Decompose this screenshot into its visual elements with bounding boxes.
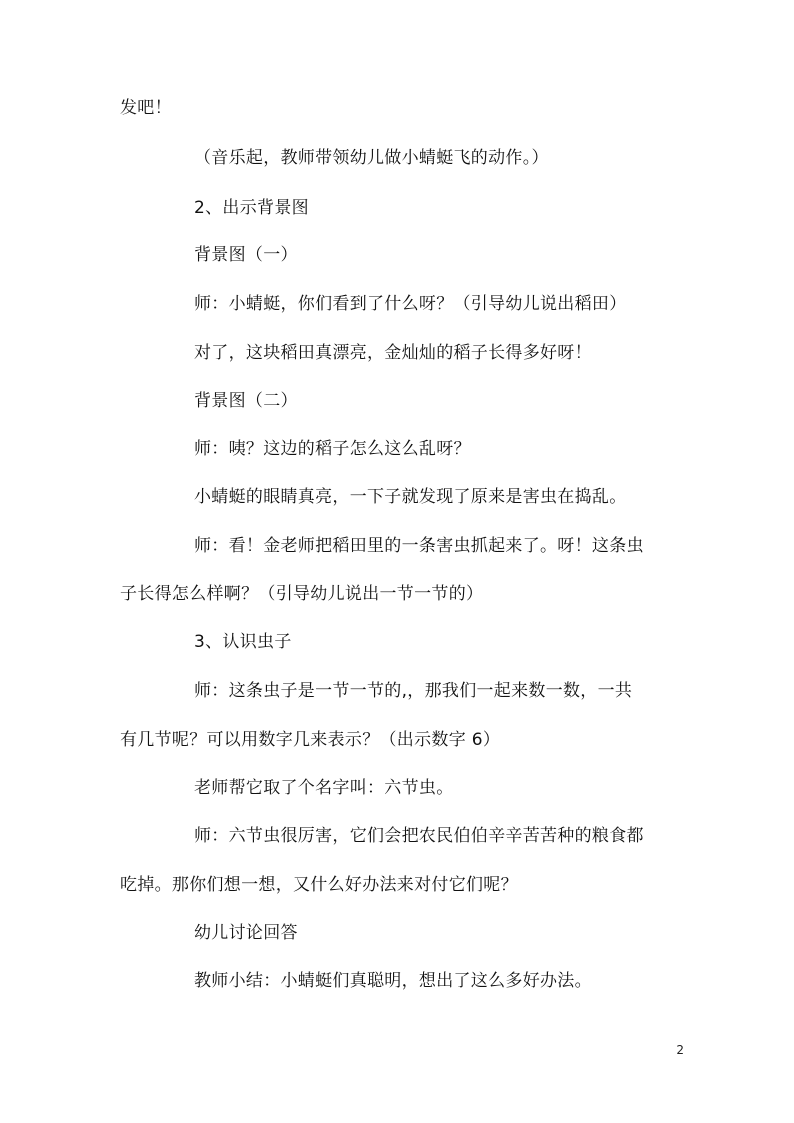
text-line-7: 背景图（二） (194, 391, 298, 411)
text-line-8: 师：咦？这边的稻子怎么这么乱呀？ (194, 439, 471, 459)
text-line-14: 有几节呢？可以用数字几来表示？（出示数字 6） (120, 730, 501, 750)
text-line-9: 小蜻蜓的眼睛真亮，一下子就发现了原来是害虫在捣乱。 (194, 487, 627, 507)
text-line-15: 老师帮它取了个名字叫：六节虫。 (194, 778, 454, 798)
text-line-6: 对了，这块稻田真漂亮，金灿灿的稻子长得多好呀！ (194, 343, 592, 363)
text-line-19: 教师小结：小蜻蜓们真聪明，想出了这么多好办法。 (194, 971, 592, 991)
text-line-4: 背景图（一） (194, 245, 298, 265)
section-heading-3: 3、认识虫子 (194, 632, 292, 652)
text-line-2: （音乐起，教师带领幼儿做小蜻蜓飞的动作。） (194, 148, 549, 168)
text-line-11: 子长得怎么样啊？（引导幼儿说出一节一节的） (120, 584, 484, 604)
text-line-18: 幼儿讨论回答 (194, 923, 298, 943)
section-heading-2: 2、出示背景图 (194, 198, 309, 218)
text-line-13: 师：这条虫子是一节一节的,，那我们一起来数一数，一共 (194, 681, 633, 701)
text-line-16: 师：六节虫很厉害，它们会把农民伯伯辛辛苦苦种的粮食都 (194, 826, 644, 846)
text-line-1: 发吧！ (120, 98, 172, 118)
text-line-17: 吃掉。那你们想一想，又什么好办法来对付它们呢？ (120, 875, 518, 895)
page-number: 2 (676, 1043, 684, 1057)
text-line-10: 师：看！金老师把稻田里的一条害虫抓起来了。呀！这条虫 (194, 536, 644, 556)
text-line-5: 师：小蜻蜓，你们看到了什么呀？（引导幼儿说出稻田） (194, 294, 627, 314)
